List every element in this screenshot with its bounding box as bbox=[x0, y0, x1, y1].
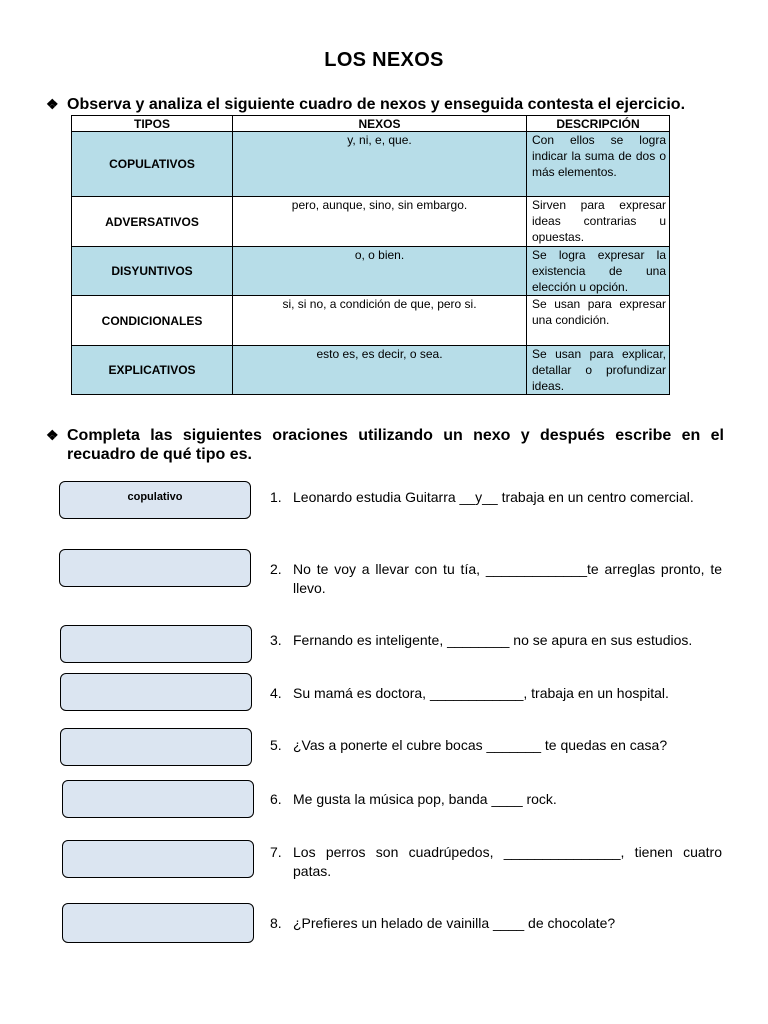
exercise-sentence-5 bbox=[270, 736, 722, 755]
diamond-bullet-icon: ❖ bbox=[46, 96, 59, 112]
row-descripcion: Se logra expresar la existencia de una elección u opción. bbox=[527, 247, 670, 296]
row-tipo: EXPLICATIVOS bbox=[72, 346, 233, 395]
sentence-text: Leonardo estudia Guitarra __y__ trabaja en un centro comercial. bbox=[293, 489, 694, 505]
answer-box-4[interactable] bbox=[60, 673, 252, 711]
header-tipos: TIPOS bbox=[72, 116, 233, 132]
sentence-number: 4. bbox=[270, 685, 282, 701]
sentence-number: 5. bbox=[270, 737, 282, 753]
sentence-text: Me gusta la música pop, banda ____ rock. bbox=[293, 791, 557, 807]
table-row bbox=[72, 197, 670, 247]
sentence-text: Su mamá es doctora, ____________, trabaja en un hospital. bbox=[293, 685, 669, 701]
row-descripcion: Se usan para expresar una condición. bbox=[527, 296, 670, 346]
row-descripcion: Con ellos se logra indicar la suma de dos o más elementos. bbox=[527, 132, 670, 197]
nexos-table bbox=[71, 115, 670, 395]
exercise-sentence-7 bbox=[270, 843, 722, 881]
table-header-row bbox=[72, 116, 670, 132]
sentence-number: 1. bbox=[270, 489, 282, 505]
table-row bbox=[72, 346, 670, 395]
page-title: LOS NEXOS bbox=[324, 49, 444, 71]
instruction-complete bbox=[46, 426, 724, 464]
sentence-number: 2. bbox=[270, 561, 282, 577]
sentence-number: 7. bbox=[270, 844, 282, 860]
sentence-text: ¿Prefieres un helado de vainilla ____ de chocolate? bbox=[293, 915, 616, 931]
sentence-text: Fernando es inteligente, ________ no se apura en sus estudios. bbox=[293, 632, 693, 648]
row-nexos: esto es, es decir, o sea. bbox=[233, 346, 527, 395]
sentence-number: 8. bbox=[270, 915, 282, 931]
header-descripcion: DESCRIPCIÓN bbox=[527, 116, 670, 132]
row-descripcion: Se usan para explicar, detallar o profundizar ideas. bbox=[527, 346, 670, 395]
exercise-sentence-6 bbox=[270, 790, 722, 809]
row-nexos: si, si no, a condición de que, pero si. bbox=[233, 296, 527, 346]
row-nexos: o, o bien. bbox=[233, 247, 527, 296]
diamond-bullet-icon: ❖ bbox=[46, 427, 59, 443]
instruction-observe bbox=[46, 95, 726, 114]
instruction-text: Observa y analiza el siguiente cuadro de nexos y enseguida contesta el ejercicio. bbox=[67, 96, 686, 113]
table-row bbox=[72, 296, 670, 346]
header-nexos: NEXOS bbox=[233, 116, 527, 132]
row-tipo: COPULATIVOS bbox=[72, 132, 233, 197]
table-row bbox=[72, 132, 670, 197]
exercise-sentence-8 bbox=[270, 914, 722, 933]
answer-box-2[interactable] bbox=[59, 549, 251, 587]
instruction-text: Completa las siguientes oraciones utilizando un nexo y después escribe en el recuadro de qué tipo es. bbox=[67, 427, 724, 463]
row-tipo: ADVERSATIVOS bbox=[72, 197, 233, 247]
answer-box-8[interactable] bbox=[62, 903, 254, 943]
row-nexos: pero, aunque, sino, sin embargo. bbox=[233, 197, 527, 247]
answer-box-5[interactable] bbox=[60, 728, 252, 766]
row-descripcion: Sirven para expresar ideas contrarias u opuestas. bbox=[527, 197, 670, 247]
sentence-text: ¿Vas a ponerte el cubre bocas _______ te quedas en casa? bbox=[293, 737, 668, 753]
answer-box-6[interactable] bbox=[62, 780, 254, 818]
exercise-sentence-4 bbox=[270, 684, 722, 703]
row-nexos: y, ni, e, que. bbox=[233, 132, 527, 197]
sentence-number: 6. bbox=[270, 791, 282, 807]
answer-box-3[interactable] bbox=[60, 625, 252, 663]
table-row bbox=[72, 247, 670, 296]
answer-box-7[interactable] bbox=[62, 840, 254, 878]
row-tipo: CONDICIONALES bbox=[72, 296, 233, 346]
exercise-sentence-1 bbox=[270, 488, 722, 507]
answer-box-1[interactable]: copulativo bbox=[59, 481, 251, 519]
sentence-number: 3. bbox=[270, 632, 282, 648]
exercise-sentence-2 bbox=[270, 560, 722, 598]
sentence-text: No te voy a llevar con tu tía, _____________te arreglas pronto, te llevo. bbox=[293, 561, 722, 596]
exercise-sentence-3 bbox=[270, 631, 722, 650]
row-tipo: DISYUNTIVOS bbox=[72, 247, 233, 296]
sentence-text: Los perros son cuadrúpedos, _______________, tienen cuatro patas. bbox=[293, 844, 722, 879]
